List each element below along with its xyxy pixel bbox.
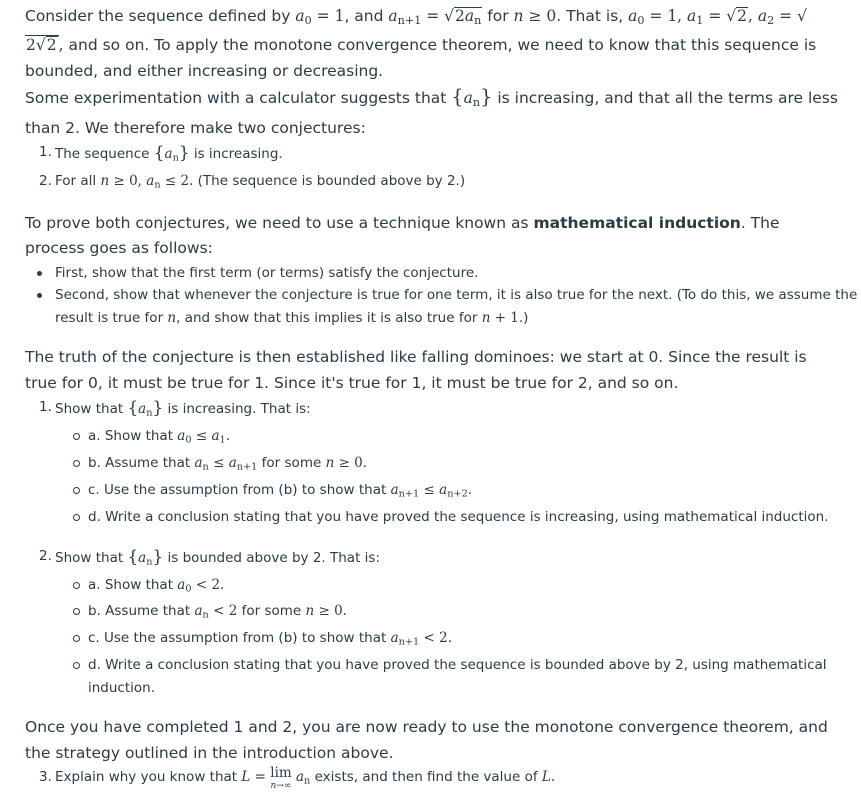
conjecture-paragraph: Some experimentation with a calculator suggests that $\{a_n\}$ is increasing, and that all the terms are less than 2. We therefore make two conjectures: [25, 85, 838, 137]
task-list-1 [25, 396, 861, 528]
list-item: 2. For all n ≥ 0, $a_n \le 2$. (The sequence is bounded above by 2.) [39, 172, 466, 191]
dominoes-paragraph: The truth of the conjecture is then established like falling dominoes: we start at 0. Since the result is true for 0, it must be true for 1. Since it's true for 1, it must be true for 2, and so on. [25, 348, 807, 392]
list-item: 2. Show that $\{a_n\}$ is bounded above by 2. That is: [39, 545, 380, 568]
list-item: First, show that the first term (or terms) satisfy the conjecture. [25, 262, 861, 285]
induction-steps [25, 262, 861, 330]
task-list-2 [25, 545, 861, 700]
list-item: a. Show that $a_0 \le a_1$. [25, 425, 861, 452]
list-item: d. Write a conclusion stating that you have proved the sequence is increasing, using mathematical induction. [25, 506, 861, 529]
list-item: a. Show that $a_0 < 2$. [25, 574, 861, 601]
list-item: 1. The sequence $\{a_n\}$ is increasing. [39, 142, 283, 164]
induction-paragraph: To prove both conjectures, we need to use a technique known as mathematical induction. The process goes as follows: [25, 213, 780, 258]
list-item: Second, show that whenever the conjecture is true for one term, it is also true for the next. (To do this, we assume the result is true for n, and show that this implies it is also true for n + 1.) [25, 284, 861, 329]
list-item: d. Write a conclusion stating that you have proved the sequence is bounded above by 2, using mathematical induction. [25, 654, 861, 699]
task-list-3 [25, 766, 861, 793]
list-item: b. Assume that $a_n \le a_{n+1}$ for some n ≥ 0. [25, 452, 861, 479]
list-item: c. Use the assumption from (b) to show that $a_{n+1} \le a_{n+2}$. [25, 479, 861, 506]
list-item: 1. Show that $\{a_n\}$ is increasing. That is: [39, 397, 311, 419]
list-item: b. Assume that $a_n < 2$ for some n ≥ 0. [25, 600, 861, 627]
conjecture-list [25, 141, 861, 197]
list-item: c. Use the assumption from (b) to show that $a_{n+1} < 2$. [25, 627, 861, 654]
intro-paragraph: Consider the sequence defined by $a_0 = 1$, and $a_{n+1} = √2a_n$ for n ≥ 0. That is, $a_0 = 1$, $a_1 = √2$, $a_2 = √2√2$ , and so on. To apply the monotone convergence theorem, we need to know that this sequence is bounded, and either increasing or decreasing. [25, 7, 817, 80]
final-paragraph: Once you have completed 1 and 2, you are now ready to use the monotone convergence theorem, and the strategy outlined in the introduction above. [25, 718, 828, 762]
list-item: 3. Explain why you know that L = lim n→∞ $a_n$ exists, and then find the value of L. [39, 765, 556, 792]
